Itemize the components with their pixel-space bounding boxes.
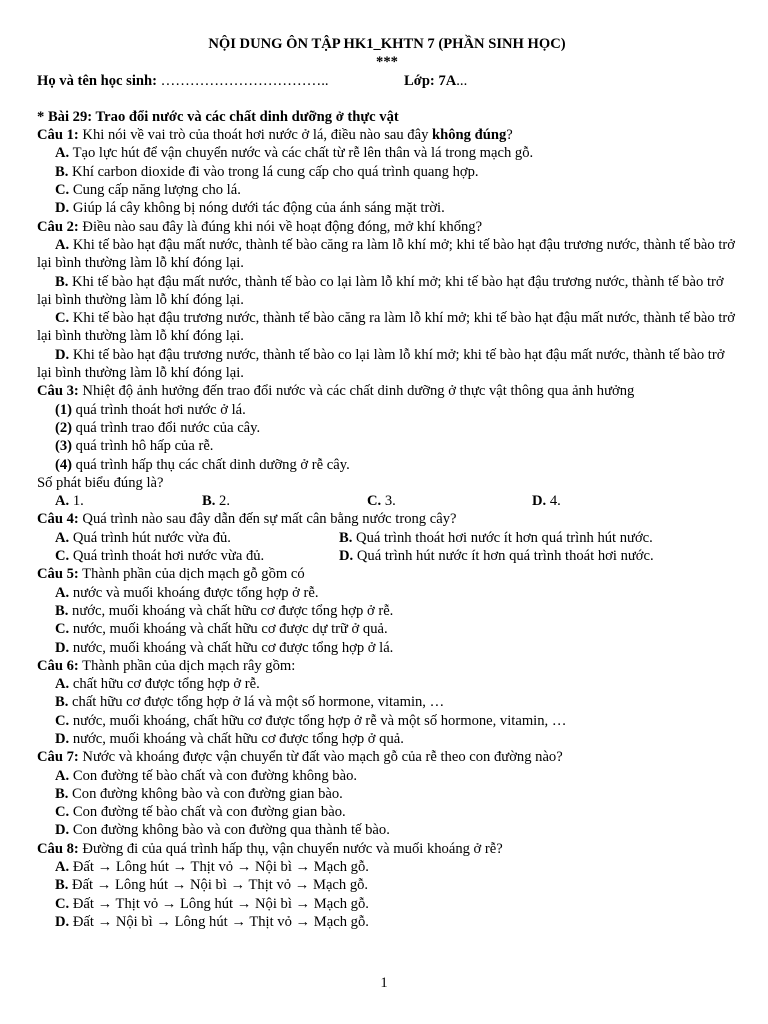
q3-item-2: (2) quá trình trao đổi nước của cây. xyxy=(55,419,261,436)
question-8 xyxy=(37,840,737,858)
question-number: Câu 6: xyxy=(37,657,79,674)
q4-options-row-1 xyxy=(37,529,737,547)
question-text: Khi nói về vai trò của thoát hơi nước ở lá, điều nào sau đây xyxy=(78,127,433,144)
q2-option-a: A. Khi tế bào hạt đậu mất nước, thành tế bào căng ra làm lỗ khí mở; khi tế bào hạt đậu trương nước, thành tế bào trở lại bình thường làm lỗ khí đóng lại. xyxy=(37,236,735,272)
q4-option-c: C. Quá trình thoát hơi nước vừa đủ. xyxy=(55,548,265,565)
q5-option-b: B. nước, muối khoáng và chất hữu cơ được tổng hợp ở rễ. xyxy=(55,602,394,619)
section-heading: * Bài 29: Trao đổi nước và các chất dinh dưỡng ở thực vật xyxy=(37,108,399,125)
q7-option-c: C. Con đường tế bào chất và con đường gian bào. xyxy=(55,804,346,821)
question-number: Câu 2: xyxy=(37,218,79,235)
question-emphasis: không đúng xyxy=(432,127,507,144)
question-2 xyxy=(37,218,737,236)
q3-option-c: C. 3. xyxy=(367,493,396,510)
question-4 xyxy=(37,510,737,528)
q2-option-b: B. Khi tế bào hạt đậu mất nước, thành tế bào co lại làm lỗ khí mở; khi tế bào hạt đậu trương nước, thành tế bào trở lại bình thường làm lỗ khí đóng lại. xyxy=(37,273,724,308)
class-dots: ... xyxy=(456,72,468,89)
question-text: Điều nào sau đây là đúng khi nói về hoạt động đóng, mở khí khổng? xyxy=(78,218,483,235)
question-5 xyxy=(37,565,737,583)
question-text: Đường đi của quá trình hấp thụ, vận chuyển nước và muối khoáng ở rễ? xyxy=(78,840,503,857)
q3-prompt: Số phát biểu đúng là? xyxy=(37,474,164,491)
q4-option-a: A. Quá trình hút nước vừa đủ. xyxy=(55,529,231,546)
question-number: Câu 8: xyxy=(37,840,79,857)
student-info-line xyxy=(37,72,737,90)
q4-option-b: B. Quá trình thoát hơi nước ít hơn quá trình hút nước. xyxy=(339,529,653,546)
q5-option-c: C. nước, muối khoáng và chất hữu cơ được dự trữ ở quả. xyxy=(55,621,388,638)
document-page xyxy=(37,35,737,931)
q1-option-b: B. Khí carbon dioxide đi vào trong lá cung cấp cho quá trình quang hợp. xyxy=(55,163,479,180)
question-text-end: ? xyxy=(506,127,513,144)
q3-option-a: A. 1. xyxy=(55,493,84,510)
question-text: Quá trình nào sau đây dẫn đến sự mất cân bằng nước trong cây? xyxy=(78,511,457,528)
question-7 xyxy=(37,748,737,766)
question-3 xyxy=(37,382,737,400)
q5-option-d: D. nước, muối khoáng và chất hữu cơ được tổng hợp ở lá. xyxy=(55,639,394,656)
q7-option-a: A. Con đường tế bào chất và con đường không bào. xyxy=(55,767,358,784)
q6-option-c: C. nước, muối khoáng, chất hữu cơ được tổng hợp ở rễ và một số hormone, vitamin, … xyxy=(55,712,567,729)
q8-option-a: A. Đất → Lông hút → Thịt vỏ → Nội bì → Mạch gỗ. xyxy=(55,859,369,876)
question-number: Câu 1: xyxy=(37,127,79,144)
q6-option-d: D. nước, muối khoáng và chất hữu cơ được tổng hợp ở quả. xyxy=(55,730,404,747)
student-name-label: Họ và tên học sinh: xyxy=(37,72,158,89)
question-6 xyxy=(37,657,737,675)
title-stars: *** xyxy=(376,54,398,71)
q1-option-c: C. Cung cấp năng lượng cho lá. xyxy=(55,182,241,199)
q8-option-c: C. Đất → Thịt vỏ → Lông hút → Nội bì → Mạch gỗ. xyxy=(55,895,369,912)
q7-option-d: D. Con đường không bào và con đường qua thành tế bào. xyxy=(55,822,390,839)
q8-option-d: D. Đất → Nội bì → Lông hút → Thịt vỏ → Mạch gỗ. xyxy=(55,913,369,930)
q1-option-d: D. Giúp lá cây không bị nóng dưới tác động của ánh sáng mặt trời. xyxy=(55,200,445,217)
question-text: Thành phần của dịch mạch rây gồm: xyxy=(78,657,296,674)
document-title: NỘI DUNG ÔN TẬP HK1_KHTN 7 (PHẦN SINH HỌC) xyxy=(208,36,566,52)
q3-item-4: (4) quá trình hấp thụ các chất dinh dưỡng ở rễ cây. xyxy=(55,456,350,473)
question-number: Câu 3: xyxy=(37,383,79,400)
q3-options-row xyxy=(37,492,737,510)
question-text: Nhiệt độ ảnh hưởng đến trao đổi nước và các chất dinh dưỡng ở thực vật thông qua ảnh hưởng xyxy=(78,383,635,400)
q7-option-b: B. Con đường không bào và con đường gian bào. xyxy=(55,785,343,802)
q3-option-b: B. 2. xyxy=(202,493,230,510)
question-number: Câu 5: xyxy=(37,566,79,583)
class-label: Lớp: 7A xyxy=(404,72,457,89)
q3-item-1: (1) quá trình thoát hơi nước ở lá. xyxy=(55,401,246,418)
student-name-dots: …………………………….. xyxy=(157,72,329,89)
q6-option-a: A. chất hữu cơ được tổng hợp ở rễ. xyxy=(55,676,260,693)
q4-options-row-2 xyxy=(37,547,737,565)
page-number: 1 xyxy=(380,975,388,991)
q5-option-a: A. nước và muối khoáng được tổng hợp ở rễ. xyxy=(55,584,319,601)
q8-option-b: B. Đất → Lông hút → Nội bì → Thịt vỏ → Mạch gỗ. xyxy=(55,877,369,894)
q4-option-d: D. Quá trình hút nước ít hơn quá trình thoát hơi nước. xyxy=(339,548,654,565)
q3-option-d: D. 4. xyxy=(532,493,561,510)
question-number: Câu 7: xyxy=(37,749,79,766)
q6-option-b: B. chất hữu cơ được tổng hợp ở lá và một số hormone, vitamin, … xyxy=(55,694,445,711)
q2-option-d: D. Khi tế bào hạt đậu trương nước, thành tế bào co lại làm lỗ khí mở; khi tế bào hạt đậu mất nước, thành tế bào trở lại bình thường làm lỗ khí đóng lại. xyxy=(37,346,725,382)
question-number: Câu 4: xyxy=(37,511,79,528)
q3-item-3: (3) quá trình hô hấp của rễ. xyxy=(55,438,214,455)
q2-option-c: C. Khi tế bào hạt đậu trương nước, thành tế bào căng ra làm lỗ khí mở; khi tế bào hạt đậu mất nước, thành tế bào trở lại bình thường làm lỗ khí đóng lại. xyxy=(37,310,735,345)
question-text: Nước và khoáng được vận chuyển từ đất vào mạch gỗ của rễ theo con đường nào? xyxy=(78,749,563,766)
question-1 xyxy=(37,126,737,144)
q1-option-a: A. Tạo lực hút để vận chuyển nước và các chất từ rễ lên thân và lá trong mạch gỗ. xyxy=(55,145,534,162)
question-text: Thành phần của dịch mạch gỗ gồm có xyxy=(78,566,305,583)
